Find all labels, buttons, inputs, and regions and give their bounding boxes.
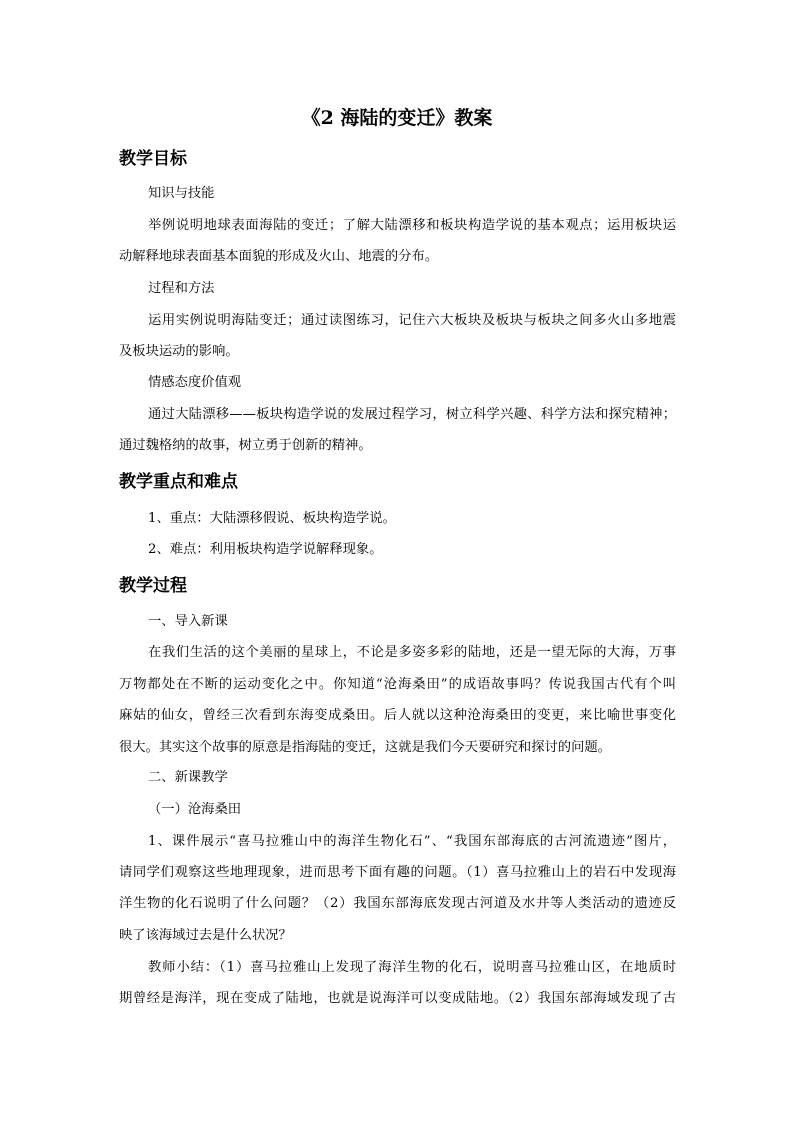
paragraph-line: 洋生物的化石说明了什么问题？（2）我国东部海底发现古河道及水井等人类活动的遗迹反 — [119, 896, 676, 911]
heading-process: 教学过程 — [119, 576, 187, 596]
paragraph-line: 很大。其实这个故事的原意是指海陆的变迁，这就是我们今天要研究和探讨的问题。 — [119, 740, 611, 755]
label-knowledge: 知识与技能 — [148, 186, 215, 201]
label-new-lesson: 二、新课教学 — [148, 770, 228, 785]
label-process-method: 过程和方法 — [148, 281, 215, 296]
label-sub1: （一）沧海桑田 — [148, 802, 242, 817]
document-title: 《2 海陆的变迁》教案 — [301, 107, 493, 129]
paragraph-line: 1、课件展示“喜马拉雅山中的海洋生物化石”、“我国东部海底的古河流遗迹”图片， — [148, 834, 676, 849]
heading-objectives: 教学目标 — [119, 149, 187, 169]
paragraph-line: 万物都处在不断的运动变化之中。你知道“沧海桑田”的成语故事吗？传说我国古代有个叫 — [119, 677, 676, 692]
paragraph-line: 教师小结：（1）喜马拉雅山上发现了海洋生物的化石，说明喜马拉雅山区，在地质时 — [148, 960, 676, 975]
key-point-item: 1、重点：大陆漂移假说、板块构造学说。 — [148, 511, 396, 526]
paragraph-line: 运用实例说明海陆变迁；通过读图练习，记住六大板块及板块与板块之间多火山多地震 — [148, 313, 676, 328]
paragraph-line: 及板块运动的影响。 — [119, 344, 239, 359]
label-emotion: 情感态度价值观 — [148, 375, 242, 390]
paragraph-line: 在我们生活的这个美丽的星球上，不论是多姿多彩的陆地，还是一望无际的大海，万事 — [148, 645, 676, 660]
heading-key-points: 教学重点和难点 — [119, 472, 238, 492]
paragraph-line: 通过大陆漂移——板块构造学说的发展过程学习，树立科学兴趣、科学方法和探究精神； — [148, 407, 676, 422]
paragraph-line: 动解释地球表面基本面貌的形成及火山、地震的分布。 — [119, 249, 439, 264]
difficulty-item: 2、难点：利用板块构造学说解释现象。 — [148, 542, 383, 557]
paragraph-line: 通过魏格纳的故事，树立勇于创新的精神。 — [119, 438, 372, 453]
paragraph-line: 麻姑的仙女，曾经三次看到东海变成桑田。后人就以这种沧海桑田的变更，来比喻世事变化 — [119, 708, 676, 723]
paragraph-line: 映了该海域过去是什么状况？ — [119, 928, 292, 943]
paragraph-line: 请同学们观察这些地理现象，进而思考下面有趣的问题。（1）喜马拉雅山上的岩石中发现海 — [119, 865, 676, 880]
paragraph-line: 期曾经是海洋，现在变成了陆地，也就是说海洋可以变成陆地。（2）我国东部海域发现了古 — [119, 991, 676, 1006]
label-intro: 一、导入新课 — [148, 614, 228, 629]
paragraph-line: 举例说明地球表面海陆的变迁；了解大陆漂移和板块构造学说的基本观点；运用板块运 — [148, 218, 676, 233]
